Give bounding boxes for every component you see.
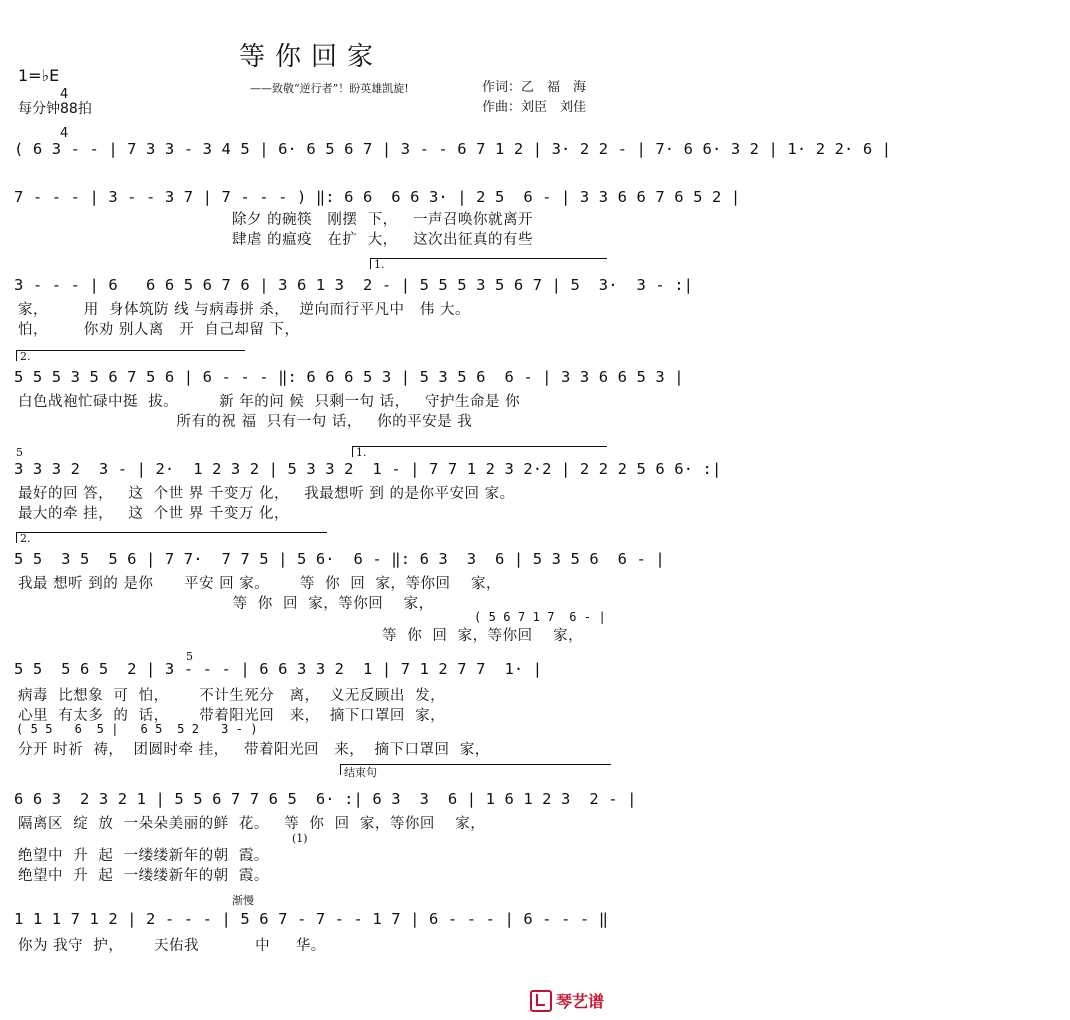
lyrics-row-6-verse-1: 我最 想听 到的 是你 平安 回 家。 等 你 回 家，等你回 家， [18,576,501,592]
lyrics-row-7-verse-1: 病毒 比想象 可 怕， 不计生死分 离， 义无反顾出 发， [18,688,446,704]
alt-notes-row-5: ( 5 6 7 1 7 6 - | [474,610,606,624]
lyrics-row-7-verse-2: 心里 有太多 的 话， 带着阳光回 来， 摘下口罩回 家， [18,708,446,724]
lyrics-row-6-verse-2: 等 你 回 家，等你回 家， [18,596,434,612]
end-phrase-label: 结束句 [344,766,377,779]
lyrics-row-8-verse-3: 绝望中 升 起 一缕缕新年的朝 霞。 [18,868,269,884]
site-logo [530,989,604,1012]
grace-note-a: 5 [16,446,23,459]
volta-1-label: 1. [374,258,385,271]
grace-note-b: 5 [186,650,193,663]
lyrics-row-8-verse-1: 隔离区 绽 放 一朵朵美丽的鲜 花。 等 你 回 家，等你回 家， [18,816,486,832]
score-row-8: 6 6 3 2 3 2 1 | 5 5 6 7 7 6 5 6· :| 6 3 3 6 | 1 6 1 2 3 2 - | [14,790,637,808]
composer-credit: 作曲：刘臣 刘佳 [482,100,587,115]
lyrics-row-3-verse-2: 怕， 你劝 别人离 开 自己却留 下， [18,322,300,338]
score-row-4: 5 5 5 3 5 6 7 5 6 | 6 - - - ‖: 6 6 6 5 3 | 5 3 5 6 6 - | 3 3 6 6 5 3 | [14,368,684,386]
score-row-9: 1 1 1 7 1 2 | 2 - - - | 5 6 7 - 7 - - 1 7 | 6 - - - | 6 - - - ‖ [14,910,609,928]
volta-2-bracket [16,350,245,361]
lyrics-row-3-verse-1: 家， 用 身体筑防 线 与病毒拼 杀， 逆向而行平凡中 伟 大。 [18,302,470,318]
volta-2-label: 2. [20,350,31,363]
page-title: 等你回家 [238,42,383,72]
volta-2-bracket-b [16,532,327,543]
lyrics-row-5-verse-2: 最大的牵 挂， 这 个世 界 千变万 化， [18,506,289,522]
subtitle: ——致敬“逆行者”！盼英雄凯旋! [250,82,409,95]
tempo-marking: 每分钟88拍 [18,101,92,117]
volta-1-label-b: 1. [356,446,367,459]
score-row-1: ( 6 3 - - | 7 3 3 - 3 4 5 | 6· 6 5 6 7 | 3 - - 6 7 1 2 | 3· 2 2 - | 7· 6 6· 3 2 | 1· 2 2· 6 | [14,140,892,158]
score-row-2: 7 - - - | 3 - - 3 7 | 7 - - - ) ‖: 6 6 6 6 3· | 2 5 6 - | 3 3 6 6 7 6 5 2 | [14,188,741,206]
lyricist-credit: 作词：乙 福 海 [482,80,587,95]
key-signature: 1=♭E [18,66,60,85]
meter-bottom: 4 [60,126,69,141]
lyrics-row-2-verse-1: 除夕 的碗筷 刚摆 下， 一声召唤你就离开 [232,212,533,228]
score-row-7: 5 5 5 6 5 2 | 3 - - - | 6 6 3 3 2 1 | 7 1 2 7 7 1· | [14,660,543,678]
lyrics-row-6-verse-3: 等 你 回 家，等你回 家， [382,628,584,644]
lyrics-row-9-verse-1: 你为 我守 护， 天佑我 中 华。 [18,938,326,954]
logo-text: 琴艺谱 [555,992,604,1011]
score-row-3: 3 - - - | 6 6 6 5 6 7 6 | 3 6 1 3 2 - | 5 5 5 3 5 6 7 | 5 3· 3 - :| [14,276,694,294]
logo-icon [530,990,552,1012]
volta-1-bracket [370,258,607,269]
end-phrase-bracket [340,764,611,775]
lyrics-row-5-verse-1: 最好的回 答， 这 个世 界 千变万 化， 我最想听 到 的是你平安回 家。 [18,486,515,502]
paren-one-mark: (1) [292,832,308,845]
alt-notes-row-6: ( 5 5 6 5 | 6 5 5 2 3 - ) [16,722,258,736]
lyrics-row-7-verse-3: 分开 时祈 祷， 团圆时牵 挂， 带着阳光回 来， 摘下口罩回 家， [18,742,490,758]
ritardando-mark: 渐慢 [232,894,254,907]
meter-top: 4 [60,87,69,102]
volta-2-label-b: 2. [20,532,31,545]
lyrics-row-4-verse-2: 所有的祝 福 只有一句 话， 你的平安是 我 [18,414,473,430]
lyrics-row-4-verse-1: 白色战袍忙碌中挺 拔。 新 年的问 候 只剩一句 话， 守护生命是 你 [18,394,521,410]
lyrics-row-8-verse-2: 绝望中 升 起 一缕缕新年的朝 霞。 [18,848,269,864]
score-row-5: 3 3 3 2 3 - | 2· 1 2 3 2 | 5 3 3 2 1 - | 7 7 1 2 3 2·2 | 2 2 2 5 6 6· :| [14,460,722,478]
score-row-6: 5 5 3 5 5 6 | 7 7· 7 7 5 | 5 6· 6 - ‖: 6 3 3 6 | 5 3 5 6 6 - | [14,550,665,568]
volta-1-bracket-b [352,446,607,457]
lyrics-row-2-verse-2: 肆虐 的瘟疫 在扩 大， 这次出征真的有些 [232,232,533,248]
